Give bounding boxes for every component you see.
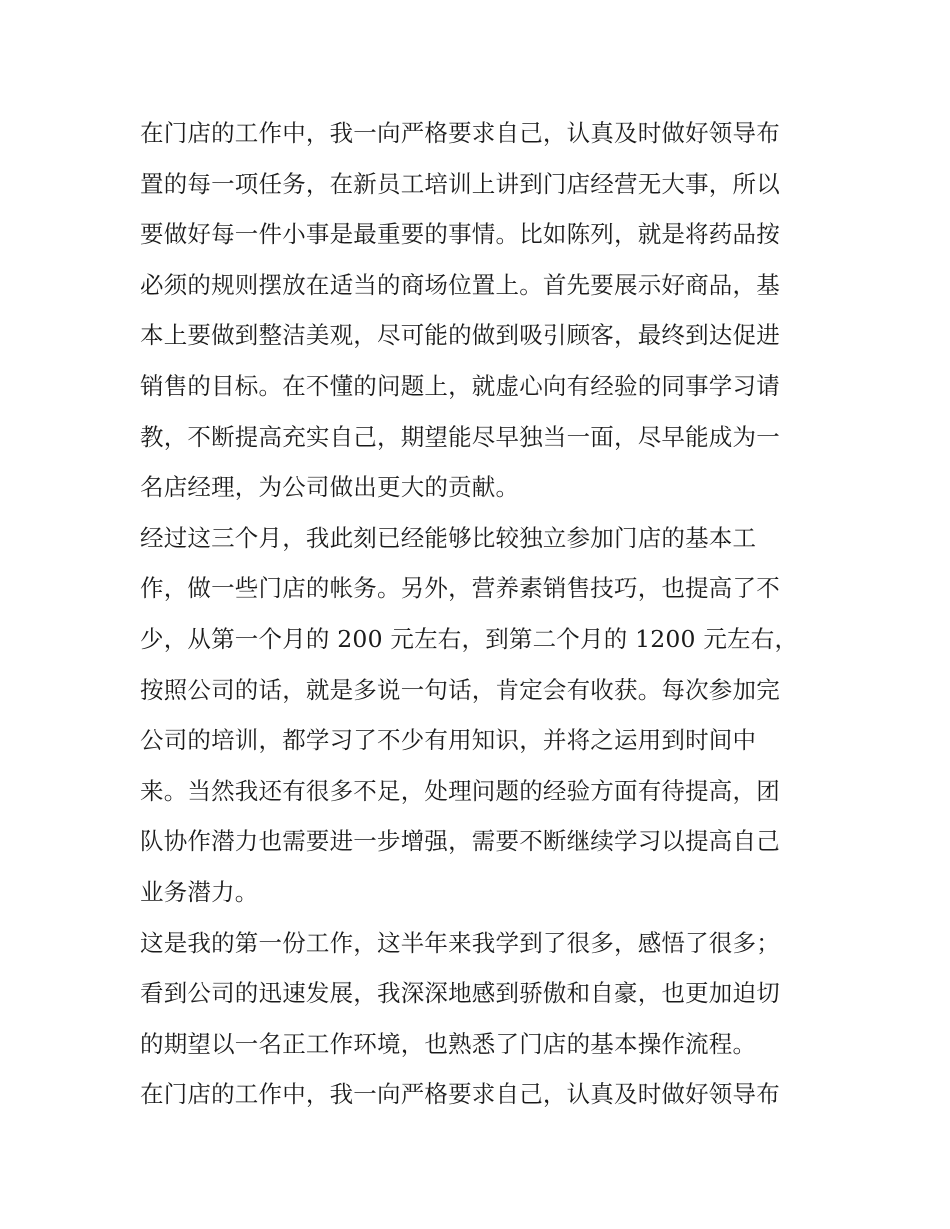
text-line: 按照公司的话，就是多说一句话，肯定会有收获。每次参加完 [140, 675, 780, 704]
text-line: 本上要做到整洁美观，尽可能的做到吸引顾客，最终到达促进 [140, 321, 780, 350]
text-line: 置的每一项任务，在新员工培训上讲到门店经营无大事，所以 [140, 169, 780, 198]
text-line: 在门店的工作中，我一向严格要求自己，认真及时做好领导布 [140, 119, 780, 147]
document-body [140, 108, 820, 1120]
text-line: 作，做一些门店的帐务。另外，营养素销售技巧，也提高了不 [140, 574, 780, 603]
text-line: 的期望以一名正工作环境，也熟悉了门店的基本操作流程。 [140, 1029, 757, 1058]
text-line: 销售的目标。在不懂的问题上，就虚心向有经验的同事学习请 [140, 371, 780, 400]
text-line: 看到公司的迅速发展，我深深地感到骄傲和自豪，也更加迫切 [140, 979, 780, 1008]
text-line: 必须的规则摆放在适当的商场位置上。首先要展示好商品，基 [140, 270, 780, 299]
text-line: 来。当然我还有很多不足，处理问题的经验方面有待提高，团 [140, 776, 780, 805]
text-line: 名店经理，为公司做出更大的贡献。 [140, 473, 520, 502]
text-line: 队协作潜力也需要进一步增强，需要不断继续学习以提高自己 [140, 827, 780, 856]
text-line: 业务潜力。 [140, 877, 259, 906]
text-line: 这是我的第一份工作，这半年来我学到了很多，感悟了很多； [140, 928, 780, 957]
text-line: 教，不断提高充实自己，期望能尽早独当一面，尽早能成为一 [140, 422, 780, 451]
text-line: 公司的培训，都学习了不少有用知识，并将之运用到时间中 [140, 726, 757, 755]
text-line: 要做好每一件小事是最重要的事情。比如陈列，就是将药品按 [140, 220, 780, 249]
text-line: 经过这三个月，我此刻已经能够比较独立参加门店的基本工 [140, 523, 757, 552]
text-line: 在门店的工作中，我一向严格要求自己，认真及时做好领导布 [140, 1080, 780, 1109]
text-line: 少，从第一个月的 200 元左右，到第二个月的 1200 元左右， [140, 624, 799, 653]
